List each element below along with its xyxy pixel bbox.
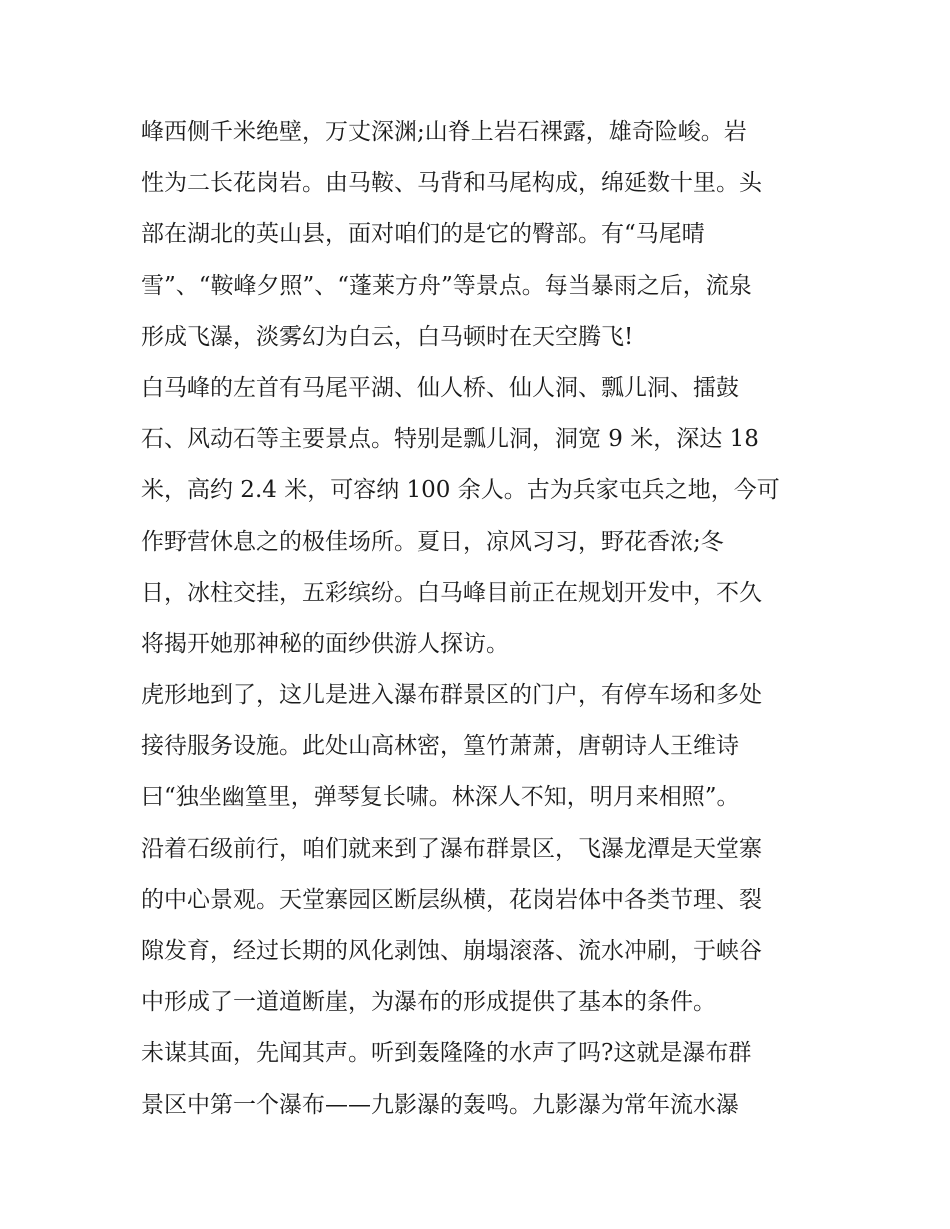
text-line: 形成飞瀑，淡雾幻为白云，白马顿时在天空腾飞! — [141, 323, 634, 350]
text-line: 性为二长花岗岩。由马鞍、马背和马尾构成，绵延数十里。头 — [141, 170, 762, 197]
text-line: 石、风动石等主要景点。特别是瓢儿洞，洞宽 9 米，深达 18 — [141, 426, 759, 453]
text-line: 雪”、“鞍峰夕照”、“蓬莱方舟”等景点。每当暴雨之后，流泉 — [141, 272, 752, 299]
text-line: 隙发育，经过长期的风化剥蚀、崩塌滚落、流水冲刷，于峡谷 — [141, 938, 762, 964]
text-line: 作野营休息之的极佳场所。夏日，凉风习习，野花香浓;冬 — [141, 528, 724, 555]
text-line: 虎形地到了，这儿是进入瀑布群景区的门户，有停车场和多处 — [141, 682, 762, 709]
text-line: 的中心景观。天堂寨园区断层纵横，花岗岩体中各类节理、裂 — [141, 886, 762, 913]
text-line: 部在湖北的英山县，面对咱们的是它的臀部。有“马尾晴 — [141, 221, 705, 248]
text-line: 将揭开她那神秘的面纱供游人探访。 — [141, 630, 509, 657]
text-line: 景区中第一个瀑布——九影瀑的轰鸣。九影瀑为常年流水瀑 — [141, 1091, 739, 1118]
text-line: 沿着石级前行，咱们就来到了瀑布群景区，飞瀑龙潭是天堂寨 — [141, 835, 762, 862]
text-line: 中形成了一道道断崖，为瀑布的形成提供了基本的条件。 — [141, 989, 716, 1016]
text-line: 未谋其面，先闻其声。听到轰隆隆的水声了吗?这就是瀑布群 — [141, 1040, 752, 1067]
text-line: 接待服务设施。此处山高林密，篁竹萧萧，唐朝诗人王维诗 — [141, 733, 739, 760]
text-line: 峰西侧千米绝壁，万丈深渊;山脊上岩石裸露，雄奇险峻。岩 — [141, 119, 747, 145]
text-line: 白马峰的左首有马尾平湖、仙人桥、仙人洞、瓢儿洞、擂鼓 — [141, 374, 739, 401]
text-line: 米，高约 2.4 米，可容纳 100 余人。古为兵家屯兵之地，今可 — [141, 477, 780, 504]
text-line: 日，冰柱交挂，五彩缤纷。白马峰目前正在规划开发中，不久 — [141, 579, 762, 606]
body-text — [141, 107, 821, 1131]
text-line: 曰“独坐幽篁里，弹琴复长啸。林深人不知，明月来相照”。 — [141, 784, 740, 811]
